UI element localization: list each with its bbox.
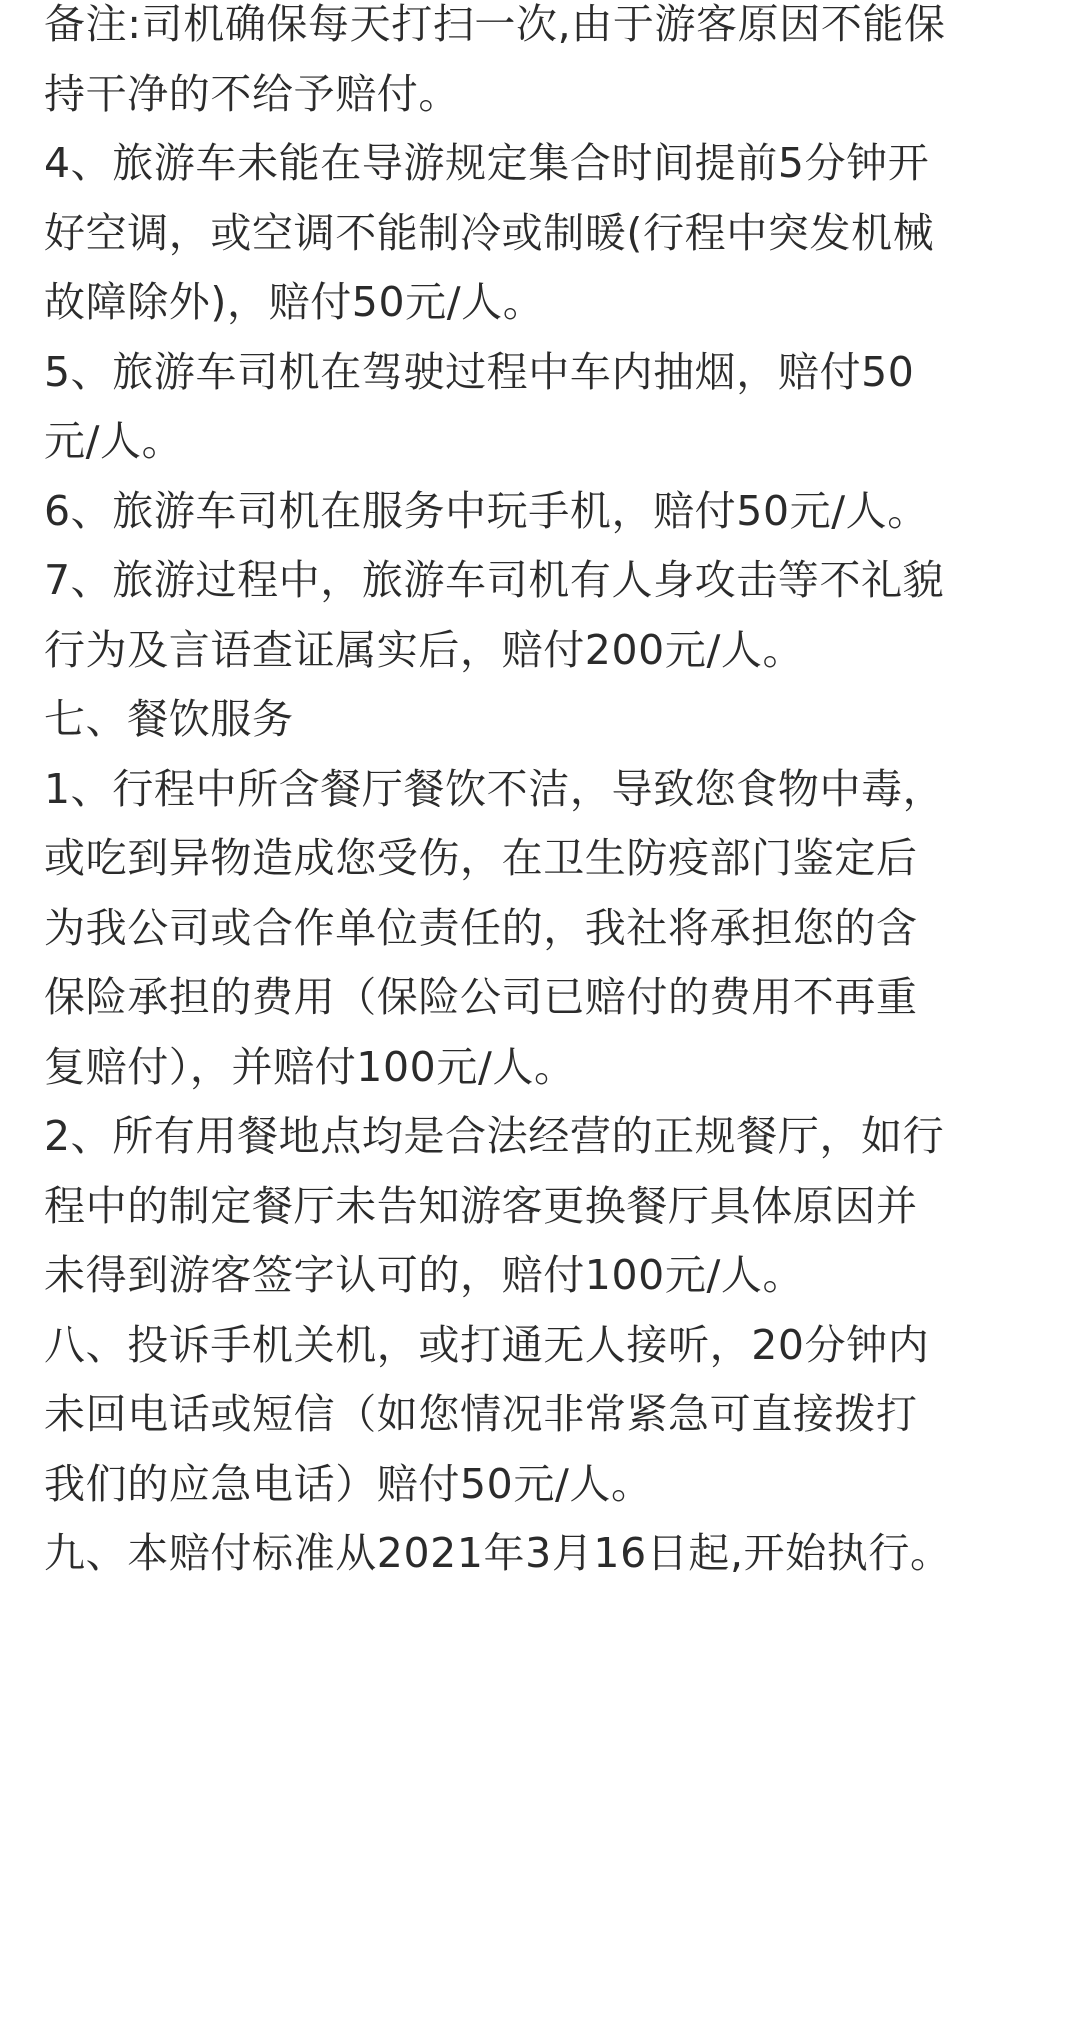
text-line: 7、旅游过程中，旅游车司机有人身攻击等不礼貌 bbox=[44, 556, 945, 604]
text-line: 未回电话或短信（如您情况非常紧急可直接拨打 bbox=[44, 1390, 918, 1438]
text-line: 故障除外)，赔付50元/人。 bbox=[44, 278, 545, 326]
section-heading: 九、本赔付标准从2021年3月16日起,开始执行。 bbox=[44, 1529, 952, 1577]
text-line: 6、旅游车司机在服务中玩手机，赔付50元/人。 bbox=[44, 486, 929, 535]
document-body bbox=[44, 0, 1044, 1589]
section-heading: 七、餐饮服务 bbox=[44, 695, 294, 743]
text-line: 1、行程中所含餐厅餐饮不洁，导致您食物中毒， bbox=[44, 764, 945, 813]
text-line: 保险承担的费用（保险公司已赔付的费用不再重 bbox=[44, 973, 918, 1021]
section-heading: 八、投诉手机关机，或打通无人接听，20分钟内 bbox=[44, 1320, 930, 1369]
text-line: 程中的制定餐厅未告知游客更换餐厅具体原因并 bbox=[44, 1181, 918, 1230]
text-line: 5、旅游车司机在驾驶过程中车内抽烟，赔付50 bbox=[44, 347, 915, 396]
text-line: 为我公司或合作单位责任的，我社将承担您的含 bbox=[44, 903, 918, 952]
text-line: 复赔付），并赔付100元/人。 bbox=[44, 1042, 576, 1091]
text-line: 或吃到异物造成您受伤，在卫生防疫部门鉴定后 bbox=[44, 834, 918, 882]
text-line: 备注:司机确保每天打扫一次,由于游客原因不能保 bbox=[44, 0, 946, 48]
text-line: 4、旅游车未能在导游规定集合时间提前5分钟开 bbox=[44, 139, 930, 187]
text-line: 未得到游客签字认可的，赔付100元/人。 bbox=[44, 1251, 805, 1299]
text-line: 行为及言语查证属实后，赔付200元/人。 bbox=[44, 625, 805, 674]
text-line: 好空调，或空调不能制冷或制暖(行程中突发机械 bbox=[44, 208, 935, 257]
text-line: 元/人。 bbox=[44, 417, 184, 465]
text-line: 我们的应急电话）赔付50元/人。 bbox=[44, 1459, 653, 1508]
text-line: 持干净的不给予赔付。 bbox=[44, 69, 460, 118]
text-line: 2、所有用餐地点均是合法经营的正规餐厅，如行 bbox=[44, 1112, 945, 1160]
